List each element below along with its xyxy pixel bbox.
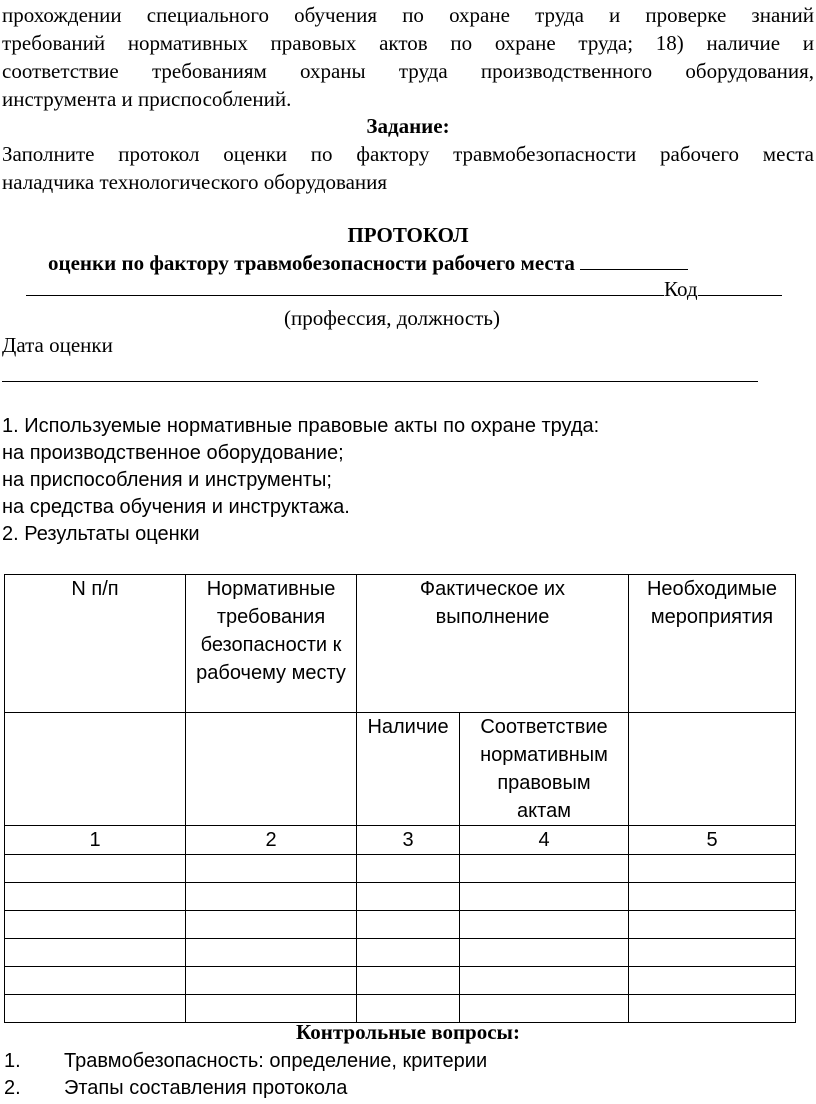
section1-item: на производственное оборудование; — [2, 442, 344, 464]
profession-blank — [26, 277, 664, 296]
date-blank-line — [2, 381, 758, 382]
code-label: Код — [664, 277, 698, 301]
col-number: 4 — [460, 826, 629, 855]
table-row — [5, 883, 796, 911]
table-subheader-row — [5, 713, 796, 826]
col-number: 1 — [5, 826, 186, 855]
header-presence: Наличие — [357, 713, 460, 826]
protocol-subtitle: оценки по фактору травмобезопасности рабочего места — [48, 251, 575, 275]
col-number: 3 — [357, 826, 460, 855]
table-column-numbers — [5, 826, 796, 855]
intro-line-1: прохождении специального обучения по охране труда и проверке знаний — [2, 3, 814, 27]
table-header-row — [5, 575, 796, 713]
header-num: N п/п — [5, 575, 186, 713]
question-number: 2. — [4, 1077, 21, 1099]
table-row — [5, 967, 796, 995]
profession-caption: (профессия, должность) — [284, 306, 500, 330]
table-row — [5, 855, 796, 883]
table-row — [5, 911, 796, 939]
section1-item: на приспособления и инструменты; — [2, 469, 332, 491]
workplace-blank — [580, 251, 688, 270]
header-requirements: Нормативные требования безопасности к рабочему месту — [186, 575, 357, 713]
intro-line-4: инструмента и приспособлений. — [2, 87, 292, 111]
section2-title: 2. Результаты оценки — [2, 523, 200, 545]
question-number: 1. — [4, 1050, 21, 1072]
section1-title: 1. Используемые нормативные правовые акты по охране труда: — [2, 415, 600, 437]
header-actual-fulfillment: Фактическое их выполнение — [357, 575, 629, 713]
protocol-subtitle-row — [48, 250, 688, 277]
question-text: Этапы составления протокола — [64, 1077, 348, 1099]
task-line-2: наладчика технологического оборудования — [2, 170, 388, 194]
results-table — [4, 574, 796, 1023]
task-line-1: Заполните протокол оценки по фактору травмобезопасности рабочего места — [2, 142, 814, 166]
protocol-title: ПРОТОКОЛ — [347, 223, 469, 247]
col-number: 2 — [186, 826, 357, 855]
section1-item: на средства обучения и инструктажа. — [2, 496, 350, 518]
question-text: Травмобезопасность: определение, критерии — [64, 1050, 488, 1072]
profession-row — [26, 276, 782, 303]
table-row — [5, 939, 796, 967]
intro-line-3: соответствие требованиям охраны труда производственного оборудования, — [2, 59, 814, 83]
questions-heading: Контрольные вопросы: — [296, 1020, 520, 1044]
header-measures: Необходимые мероприятия — [629, 575, 796, 713]
code-blank — [698, 277, 782, 296]
header-compliance: Соответствие нормативным правовым актам — [460, 713, 629, 826]
col-number: 5 — [629, 826, 796, 855]
task-heading: Задание: — [366, 114, 450, 138]
intro-line-2: требований нормативных правовых актов по охране труда; 18) наличие и — [2, 31, 814, 55]
date-label: Дата оценки — [2, 333, 113, 357]
